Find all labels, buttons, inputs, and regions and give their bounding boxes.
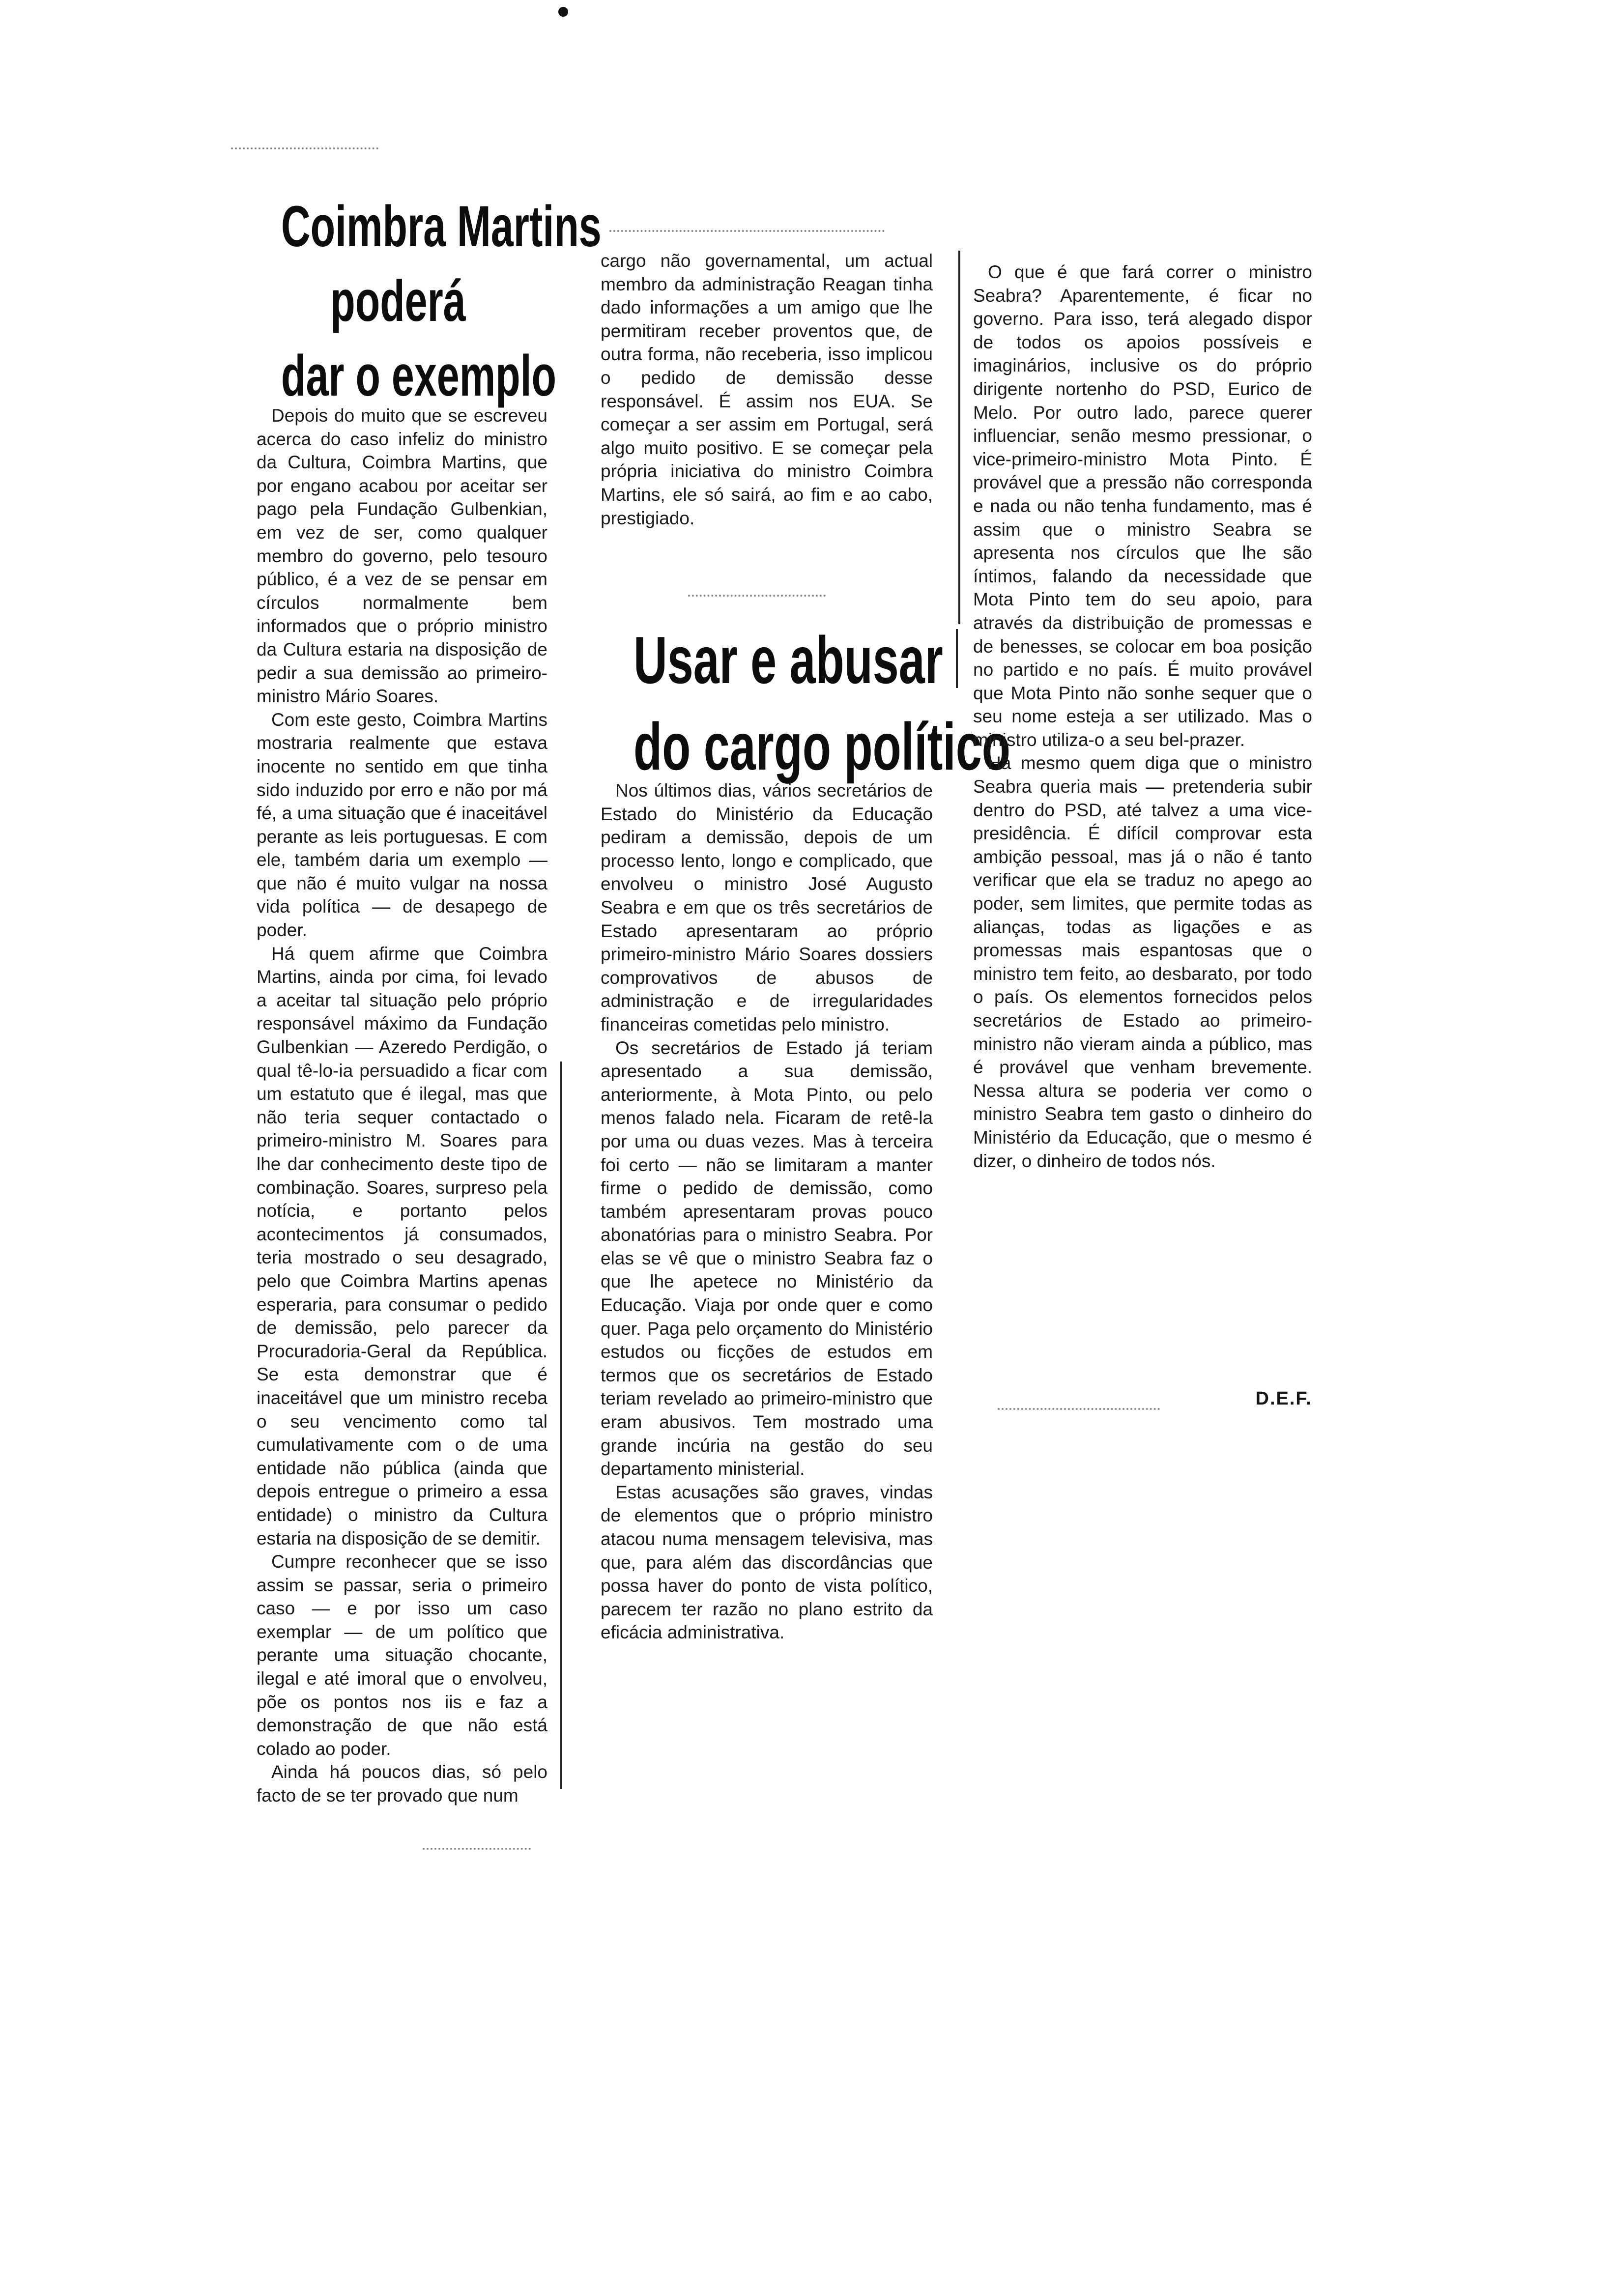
article-2-column-1 <box>601 779 933 1644</box>
page-speck <box>558 7 568 17</box>
author-signature: D.E.F. <box>1255 1388 1312 1409</box>
column-rule <box>560 1062 562 1789</box>
paragraph: Há quem afirme que Coimbra Martins, ainda por cima, foi levado a aceitar tal situação pelo próprio responsável máximo da Fundação Gulbenkian — Azeredo Perdigão, o qual tê-lo-ia persuadido a ficar com um estatuto que é ilegal, mas que não teria sequer contactado o primeiro-ministro M. Soares para lhe dar conhecimento deste tipo de combinação. Soares, surpreso pela notícia, e portanto pelos acontecimentos já consumados, teria mostrado o seu desagrado, pelo que Coimbra Martins apenas esperaria, para consumar o pedido de demissão, pelo parecer da Procuradoria-Geral da República. Se esta demonstrar que é inaceitável que um ministro receba o seu vencimento como tal cumulativamente com o de uma entidade não pública (ainda que depois entregue o primeiro a essa entidade) o ministro da Cultura estaria na disposição de se demitir. <box>257 943 547 1549</box>
paragraph: Estas acusações são graves, vindas de elementos que o próprio ministro atacou numa mensagem televisiva, mas que, para além das discordâncias que possa haver do ponto de vista político, parecem ter razão no plano estrito da eficácia administrativa. <box>601 1482 933 1643</box>
scan-noise <box>609 230 885 234</box>
headline-line: Usar e abusar <box>633 623 943 697</box>
headline-line: dar o exemplo <box>281 344 557 408</box>
paragraph: Os secretários de Estado já teriam apresentado a sua demissão, anteriormente, à Mota Pinto, ou pelo menos falado nela. Ficaram de retê-la por uma ou duas vezes. Mas à terceira foi certo — não se limitaram a manter firme o pedido de demissão, como também apresentaram provas pouco abonatórias para o ministro Seabra. Por elas se vê que o ministro Seabra faz o que lhe apetece no Ministério da Educação. Viaja por onde quer e como quer. Paga pelo orçamento do Ministério estudos ou ficções de estudos em termos que os secretários de Estado teriam revelado ao primeiro-ministro que eram abusivos. Tem mostrado uma grande incúria na gestão do seu departamento ministerial. <box>601 1037 933 1479</box>
article-2-column-2 <box>973 260 1312 1173</box>
paragraph: Nos últimos dias, vários secretários de Estado do Ministério da Educação pediram a demissão, depois de um processo lento, longo e complicado, que envolveu o ministro José Augusto Seabra e em que os três secretários de Estado apresentaram ao próprio primeiro-ministro Mário Soares dossiers comprovativos de abusos de administração e de irregularidades financeiras cometidas pelo ministro. <box>601 780 933 1034</box>
column-rule <box>956 629 958 688</box>
paragraph: Com este gesto, Coimbra Martins mostraria realmente que estava inocente no sentido em que tinha sido induzido por erro e não por má fé, a uma situação que é inaceitável perante as leis portuguesas. E com ele, também daria um exemplo — que não é muito vulgar na nossa vida política — de desapego de poder. <box>257 709 547 941</box>
scan-noise <box>231 147 378 151</box>
article-1-column-2 <box>601 249 933 530</box>
article-2-headline <box>633 617 1010 790</box>
paragraph: cargo não governamental, um actual membro da administração Reagan tinha dado informações a um amigo que lhe permitiram receber proventos que, de outra forma, não receberia, isso implicou o pedido de demissão desse responsável. É assim nos EUA. Se começar a ser assim em Portugal, será algo muito positivo. E se começar pela própria iniciativa do ministro Coimbra Martins, ele só sairá, ao fim e ao cabo, prestigiado. <box>601 251 933 528</box>
paragraph: Ainda há poucos dias, só pelo facto de se ter provado que num <box>257 1762 547 1806</box>
scan-noise <box>688 595 826 599</box>
column-rule <box>958 251 960 624</box>
headline-line: do cargo político <box>633 709 1010 784</box>
paragraph: Há mesmo quem diga que o ministro Seabra queria mais — pretenderia subir dentro do PSD, até talvez a uma vice-presidência. É difícil comprovar esta ambição pessoal, mas já o não é tanto verificar que ela se traduz no apego ao poder, sem limites, que permite todas as alianças, todas as ligações e as promessas mais espantosas que o ministro tem feito, ao desbarato, por todo o país. Os elementos fornecidos pelos secretários de Estado ao primeiro-ministro não vieram ainda a público, mas é provável que venham brevemente. Nessa altura se poderia ver como o ministro Seabra tem gasto o dinheiro do Ministério da Educação, que o mesmo é dizer, o dinheiro de todos nós. <box>973 753 1312 1171</box>
scan-noise <box>998 1408 1160 1412</box>
headline-line: Coimbra Martins <box>281 194 602 259</box>
paragraph: O que é que fará correr o ministro Seabra? Aparentemente, é ficar no governo. Para isso, terá alegado dispor de todos os apoios possíveis e imaginários, inclusive os do próprio dirigente nortenho do PSD, Eurico de Melo. Por outro lado, parece querer influenciar, senão mesmo pressionar, o vice-primeiro-ministro Mota Pinto. É provável que a pressão não corresponda e nada ou não tenha fundamento, mas é assim que o ministro Seabra se apresenta nos círculos que lhe são íntimos, falando da necessidade que Mota Pinto tem do seu apoio, para através da distribuição de promessas e de benesses, se colocar em boa posição no partido e no país. É muito provável que Mota Pinto não sonhe sequer que o seu nome esteja a ser utilizado. Mas o ministro utiliza-o a seu bel-prazer. <box>973 262 1312 750</box>
article-1-headline <box>281 189 602 413</box>
scan-noise <box>423 1848 531 1852</box>
headline-line: poderá <box>330 269 466 334</box>
paragraph: Cumpre reconhecer que se isso assim se passar, seria o primeiro caso — e por isso um caso exemplar — de um político que perante uma situação chocante, ilegal e até imoral que o envolveu, põe os pontos nos iis e faz a demonstração de que não está colado ao poder. <box>257 1551 547 1759</box>
article-1-column-1 <box>257 404 547 1808</box>
paragraph: Depois do muito que se escreveu acerca do caso infeliz do ministro da Cultura, Coimbra Martins, que por engano acabou por aceitar ser pago pela Fundação Gulbenkian, em vez de ser, como qualquer membro do governo, pelo tesouro público, é a vez de se pensar em círculos normalmente bem informados que o próprio ministro da Cultura estaria na disposição de pedir a sua demissão ao primeiro-ministro Mário Soares. <box>257 405 547 707</box>
